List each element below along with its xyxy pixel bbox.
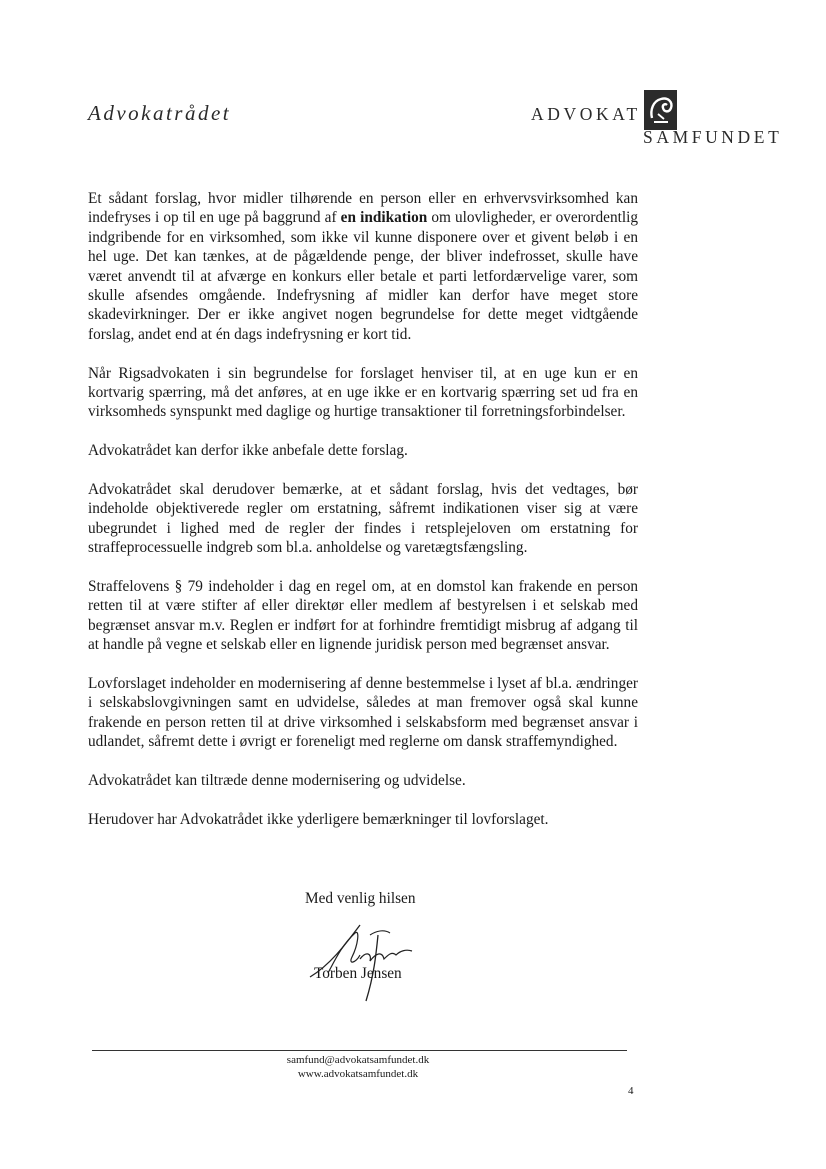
paragraph-1-text-a: Et sådant forslag, hvor midler tilhørende en person eller en erhvervsvirksomhed kan indefryses i op til en uge på baggrund af bbox=[88, 190, 638, 227]
footer-website: www.advokatsamfundet.dk bbox=[297, 1068, 419, 1080]
paragraph-1-text-b: om ulovligheder, er overordentlig indgribende for en virksomhed, som ikke vil kunne disponere over et givent beløb i en hel uge. Det kan tænkes, at de pågældende penge, der bliver indefrosset, skulle have været anvendt til at afværge en konkurs eller betale et parti letfordærvelige varer, som skulle afsendes omgående. Indefrysning af midler kan derfor have meget store skadevirkninger. Der er ikke angivet nogen begrundelse for dette meget vidtgående forslag, andet end at én dags indefrysning er kort tid. bbox=[88, 209, 639, 343]
closing-salutation: Med venlig hilsen bbox=[305, 890, 416, 907]
paragraph-7: Advokatrådet kan tiltræde denne modernisering og udvidelse. bbox=[88, 772, 466, 790]
advokatsamfundet-emblem-icon bbox=[644, 90, 677, 130]
logo-text-advokat: ADVOKAT bbox=[531, 104, 641, 124]
footer-divider bbox=[92, 1050, 627, 1051]
handwritten-signature bbox=[300, 915, 440, 1010]
letter-body bbox=[88, 189, 638, 849]
logo-text-samfundet: SAMFUNDET bbox=[643, 127, 783, 147]
footer-email: samfund@advokatsamfundet.dk bbox=[286, 1054, 430, 1066]
paragraph-4: Advokatrådet skal derudover bemærke, at et sådant forslag, hvis det vedtages, bør indeholde objektiverede regler om erstatning, såfremt indikationen viser sig at være ubegrundet i lighed med de regler der findes i retsplejeloven om erstatning for straffeprocessuelle indgreb som bl.a. anholdelse og varetægtsfængsling. bbox=[88, 481, 638, 557]
signer-name: Torben Jensen bbox=[314, 965, 402, 982]
page-number: 4 bbox=[628, 1085, 634, 1097]
paragraph-8: Herudover har Advokatrådet ikke yderligere bemærkninger til lovforslaget. bbox=[88, 810, 549, 828]
paragraph-2: Når Rigsadvokaten i sin begrundelse for forslaget henviser til, at en uge kun er en kortvarig spærring, må det anføres, at en uge ikke er en kortvarig spærring set ud fra en virksomheds synspunkt med daglige og hurtige transaktioner til forretningsforbindelser. bbox=[88, 364, 638, 421]
page-header-title: Advokatrådet bbox=[88, 101, 232, 125]
paragraph-1-bold: en indikation bbox=[340, 209, 428, 227]
paragraph-6: Lovforslaget indeholder en modernisering af denne bestemmelse i lyset af bl.a. ændringer i selskabslovgivningen samt en udvidelse, således at man fremover også skal kunne frakende en person retten til at drive virksomhed i selskabsform med begrænset ansvar i udlandet, såfremt dette i øvrigt er foreneligt med reglerne om dansk straffemyndighed. bbox=[88, 675, 638, 751]
paragraph-1 bbox=[88, 189, 638, 344]
advokatsamfundet-logo bbox=[0, 0, 826, 160]
paragraph-3: Advokatrådet kan derfor ikke anbefale dette forslag. bbox=[88, 442, 408, 460]
paragraph-5: Straffelovens § 79 indeholder i dag en regel om, at en domstol kan frakende en person retten til at være stifter af eller direktør eller medlem af bestyrelsen i et selskab med begrænset ansvar m.v. Reglen er indført for at forhindre fremtidigt misbrug af adgang til at handle på vegne et selskab eller en lignende juridisk person med begrænset ansvar. bbox=[88, 578, 638, 654]
